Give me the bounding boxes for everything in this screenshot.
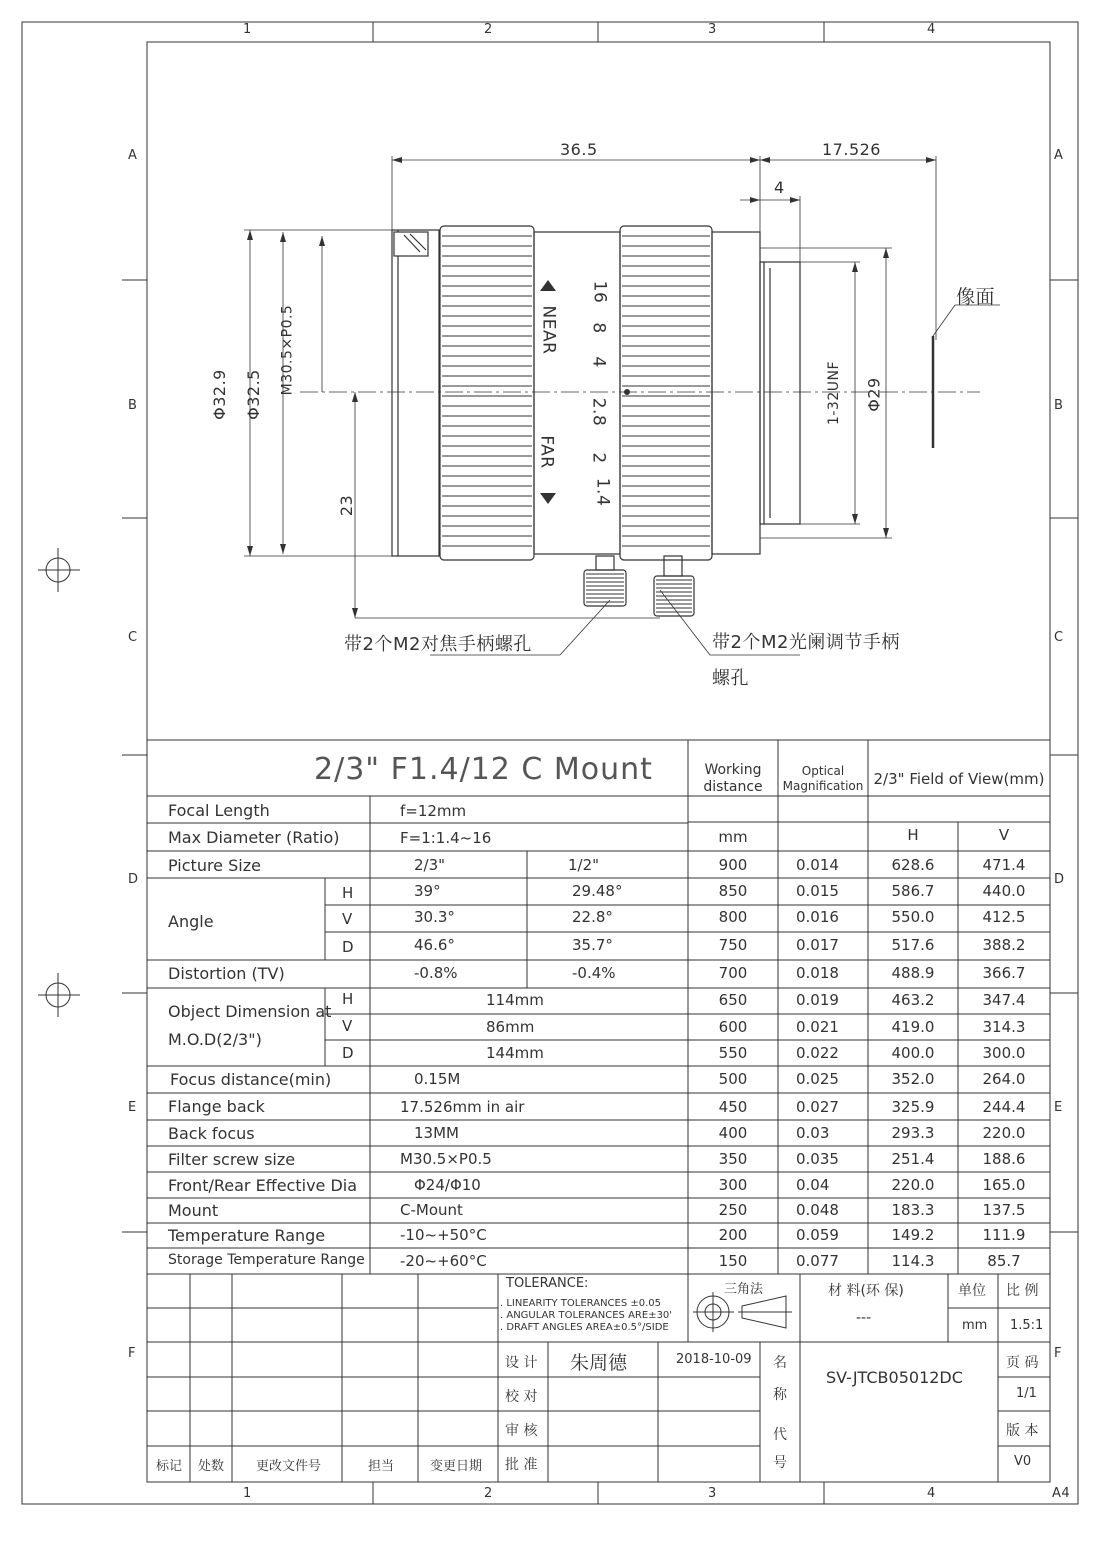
fov-v: 471.4 — [982, 856, 1026, 874]
focus-handle-note: 带2个M2对焦手柄螺孔 — [344, 634, 532, 655]
revision-header-date: 变更日期 — [430, 1459, 483, 1474]
value-filter-screw: M30.5×P0.5 — [400, 1150, 492, 1168]
column-label-top-4: 4 — [927, 22, 936, 37]
column-label-bottom-3: 3 — [708, 1486, 717, 1501]
value-distortion-1: -0.8% — [414, 964, 458, 982]
fov-working-distance: 250 — [718, 1201, 748, 1219]
fov-magnification: 0.016 — [796, 908, 839, 926]
fov-magnification: 0.022 — [796, 1044, 839, 1062]
header-v: V — [998, 826, 1010, 844]
fov-working-distance: 300 — [718, 1176, 748, 1194]
row-label-left-d: D — [128, 872, 139, 887]
tolerance-line-1: . LINEARITY TOLERANCES ±0.05 — [500, 1298, 662, 1309]
approve-label: 批 准 — [505, 1457, 538, 1473]
tolerance-title: TOLERANCE: — [506, 1276, 589, 1291]
angle-v-v2: 22.8° — [572, 908, 613, 926]
value-back-focus: 13MM — [414, 1124, 459, 1142]
fov-magnification: 0.03 — [796, 1124, 830, 1142]
row-label-right-f: F — [1054, 1346, 1062, 1361]
fov-magnification: 0.019 — [796, 991, 839, 1009]
header-working-distance: Working distance — [703, 762, 763, 795]
page-value: 1/1 — [1016, 1386, 1037, 1401]
header-optical-magnification: Optical Magnification — [782, 764, 864, 793]
fov-v: 85.7 — [987, 1252, 1021, 1270]
value-temperature: -10~+50°C — [400, 1226, 487, 1244]
scale-value: 1.5:1 — [1010, 1318, 1044, 1333]
fov-magnification: 0.015 — [796, 882, 839, 900]
revision-header-mark: 标记 — [156, 1459, 183, 1474]
unit-label: 单位 — [958, 1283, 986, 1299]
fov-h: 220.0 — [891, 1176, 935, 1194]
row-label-right-b: B — [1054, 398, 1064, 413]
column-label-top-2: 2 — [484, 22, 493, 37]
label-focus-distance: Focus distance(min) — [170, 1070, 332, 1089]
angle-h-key: H — [342, 884, 354, 902]
centering-mark-top — [38, 548, 80, 592]
row-label-left-e: E — [128, 1100, 137, 1115]
fov-v: 300.0 — [982, 1044, 1026, 1062]
fov-working-distance: 400 — [718, 1124, 748, 1142]
unit-value: mm — [962, 1318, 988, 1333]
angle-d-v1: 46.6° — [414, 936, 455, 954]
dim-mount-dia: Φ29 — [864, 377, 884, 412]
fov-working-distance: 500 — [718, 1070, 748, 1088]
far-arrow-icon — [540, 493, 556, 504]
fov-v: 137.5 — [982, 1201, 1026, 1219]
objdim-h-key: H — [342, 990, 354, 1008]
objdim-d-key: D — [342, 1044, 354, 1062]
designer-name: 朱周德 — [570, 1352, 628, 1374]
aperture-4: 4 — [588, 356, 609, 368]
angle-v-v1: 30.3° — [414, 908, 455, 926]
row-label-right-c: C — [1054, 630, 1064, 645]
row-label-left-a: A — [128, 148, 138, 163]
fov-h: 400.0 — [891, 1044, 935, 1062]
column-label-top-3: 3 — [708, 22, 717, 37]
label-mount: Mount — [168, 1201, 219, 1220]
objdim-v-key: V — [342, 1017, 353, 1035]
label-storage-temperature: Storage Temperature Range — [168, 1252, 365, 1268]
aperture-16: 16 — [589, 280, 610, 304]
fov-magnification: 0.018 — [796, 964, 839, 982]
fov-v: 366.7 — [982, 964, 1026, 982]
fov-v: 314.3 — [982, 1018, 1026, 1036]
value-flange-back: 17.526mm in air — [400, 1098, 525, 1116]
value-picture-size-2: 1/2" — [568, 856, 600, 874]
material-label: 材 料(环 保) — [828, 1283, 904, 1299]
centering-mark-bottom — [38, 973, 80, 1017]
material-value: --- — [856, 1310, 872, 1326]
version-value: V0 — [1014, 1454, 1032, 1469]
dim-thread-length: 4 — [774, 178, 785, 197]
label-flange-back: Flange back — [168, 1097, 265, 1116]
fov-h: 517.6 — [891, 936, 935, 954]
fov-v: 264.0 — [982, 1070, 1026, 1088]
design-date: 2018-10-09 — [676, 1352, 752, 1367]
aperture-2-8: 2.8 — [588, 397, 609, 427]
fov-h: 352.0 — [891, 1070, 935, 1088]
fov-magnification: 0.027 — [796, 1098, 839, 1116]
header-unit-mm: mm — [718, 828, 748, 846]
header-field-of-view: 2/3" Field of View(mm) — [873, 770, 1045, 788]
fov-h: 114.3 — [891, 1252, 935, 1270]
value-max-diameter: F=1:1.4~16 — [400, 829, 492, 847]
fov-working-distance: 800 — [718, 908, 748, 926]
part-number: SV-JTCB05012DC — [826, 1368, 963, 1387]
fov-h: 183.3 — [891, 1201, 935, 1219]
column-label-bottom-2: 2 — [484, 1486, 493, 1501]
aperture-8: 8 — [588, 322, 609, 334]
fov-working-distance: 350 — [718, 1150, 748, 1168]
review-label: 审 核 — [505, 1423, 538, 1439]
angle-h-v2: 29.48° — [572, 882, 623, 900]
fov-h: 550.0 — [891, 908, 935, 926]
fov-working-distance: 600 — [718, 1018, 748, 1036]
fov-working-distance: 550 — [718, 1044, 748, 1062]
fov-h: 149.2 — [891, 1226, 935, 1244]
label-max-diameter: Max Diameter (Ratio) — [168, 828, 340, 847]
fov-v: 347.4 — [982, 991, 1026, 1009]
check-label: 校 对 — [505, 1389, 538, 1405]
fov-v: 220.0 — [982, 1124, 1026, 1142]
fov-working-distance: 700 — [718, 964, 748, 982]
value-storage-temperature: -20~+60°C — [400, 1252, 487, 1270]
revision-header-count: 处数 — [198, 1459, 225, 1474]
design-label: 设 计 — [505, 1355, 538, 1371]
fov-v: 440.0 — [982, 882, 1026, 900]
value-distortion-2: -0.4% — [572, 964, 616, 982]
fov-working-distance: 750 — [718, 936, 748, 954]
image-plane-label: 像面 — [956, 286, 996, 308]
value-focus-distance: 0.15M — [414, 1070, 461, 1088]
row-label-left-b: B — [128, 398, 138, 413]
fov-working-distance: 150 — [718, 1252, 748, 1270]
fov-magnification: 0.025 — [796, 1070, 839, 1088]
scale-label: 比 例 — [1006, 1283, 1039, 1299]
value-mount: C-Mount — [400, 1201, 463, 1219]
fov-working-distance: 200 — [718, 1226, 748, 1244]
aperture-1-4: 1.4 — [592, 477, 613, 507]
label-object-dimension-line1: Object Dimension at — [168, 1002, 332, 1021]
fov-v: 412.5 — [982, 908, 1026, 926]
aperture-2: 2 — [588, 452, 609, 464]
fov-h: 463.2 — [891, 991, 935, 1009]
dim-filter-thread: M30.5×P0.5 — [279, 304, 296, 396]
fov-magnification: 0.077 — [796, 1252, 839, 1270]
fov-h: 325.9 — [891, 1098, 935, 1116]
spec-title: 2/3" F1.4/12 C Mount — [314, 752, 653, 787]
version-label: 版 本 — [1006, 1423, 1039, 1439]
value-focal-length: f=12mm — [400, 802, 467, 820]
fov-v: 111.9 — [982, 1226, 1026, 1244]
fov-magnification: 0.059 — [796, 1226, 839, 1244]
fov-h: 488.9 — [891, 964, 935, 982]
angle-v-key: V — [342, 910, 353, 928]
value-effective-dia: Φ24/Φ10 — [414, 1176, 481, 1194]
tolerance-line-2: . ANGULAR TOLERANCES ARE±30' — [500, 1310, 673, 1321]
fov-v: 188.6 — [982, 1150, 1026, 1168]
dim-outer-dia: Φ32.9 — [209, 369, 229, 420]
angle-d-v2: 35.7° — [572, 936, 613, 954]
label-angle: Angle — [168, 912, 214, 931]
fov-working-distance: 850 — [718, 882, 748, 900]
near-arrow-icon — [540, 280, 556, 291]
name-char-2: 称 — [773, 1387, 787, 1403]
label-filter-screw: Filter screw size — [168, 1150, 296, 1169]
iris-handle-note-line1: 带2个M2光阑调节手柄 — [712, 632, 900, 653]
label-distortion: Distortion (TV) — [168, 964, 285, 983]
label-temperature: Temperature Range — [168, 1226, 326, 1245]
row-label-right-a: A — [1054, 148, 1064, 163]
row-label-right-d: D — [1054, 872, 1065, 887]
revision-header-doc: 更改文件号 — [256, 1459, 322, 1474]
dim-overall-length: 36.5 — [560, 140, 598, 159]
row-label-left-c: C — [128, 630, 138, 645]
tolerance-line-3: . DRAFT ANGLES AREA±0.5°/SIDE — [500, 1322, 669, 1333]
dim-ring-dia: Φ32.5 — [243, 369, 263, 420]
header-h: H — [907, 826, 919, 844]
fov-working-distance: 650 — [718, 991, 748, 1009]
code-char-2: 号 — [773, 1455, 787, 1471]
fov-h: 419.0 — [891, 1018, 935, 1036]
label-object-dimension-line2: M.O.D(2/3") — [168, 1030, 262, 1049]
dim-flange: 17.526 — [822, 140, 881, 159]
objdim-h-value: 114mm — [486, 991, 544, 1009]
label-picture-size: Picture Size — [168, 856, 261, 875]
label-focal-length: Focal Length — [168, 801, 270, 820]
fov-v: 388.2 — [982, 936, 1026, 954]
fov-h: 628.6 — [891, 856, 935, 874]
revision-header-owner: 担当 — [368, 1459, 395, 1474]
fov-magnification: 0.04 — [796, 1176, 830, 1194]
label-effective-dia: Front/Rear Effective Dia — [168, 1176, 358, 1195]
objdim-v-value: 86mm — [486, 1018, 535, 1036]
angle-d-key: D — [342, 938, 354, 956]
label-back-focus: Back focus — [168, 1124, 255, 1143]
row-label-right-e: E — [1054, 1100, 1063, 1115]
fov-magnification: 0.048 — [796, 1201, 839, 1219]
column-label-top-1: 1 — [243, 22, 252, 37]
iris-handle-note-line2: 螺孔 — [712, 668, 749, 689]
fov-working-distance: 450 — [718, 1098, 748, 1116]
dim-center-height: 23 — [337, 494, 357, 517]
column-label-bottom-1: 1 — [243, 1486, 252, 1501]
fov-v: 244.4 — [982, 1098, 1026, 1116]
column-label-bottom-4: 4 — [927, 1486, 936, 1501]
value-picture-size-1: 2/3" — [414, 856, 446, 874]
angle-h-v1: 39° — [414, 882, 441, 900]
sheet-size: A4 — [1052, 1486, 1071, 1501]
projection-label: 三角法 — [724, 1282, 764, 1297]
row-label-left-f: F — [128, 1346, 136, 1361]
fov-v: 165.0 — [982, 1176, 1026, 1194]
far-label: FAR — [536, 435, 557, 469]
code-char-1: 代 — [773, 1427, 787, 1443]
near-label: NEAR — [538, 305, 559, 355]
fov-h: 293.3 — [891, 1124, 935, 1142]
fov-magnification: 0.021 — [796, 1018, 839, 1036]
image-plane-line — [933, 305, 1000, 448]
dim-mount-thread: 1-32UNF — [826, 360, 843, 426]
page-label: 页 码 — [1006, 1355, 1039, 1371]
fov-magnification: 0.035 — [796, 1150, 839, 1168]
fov-h: 586.7 — [891, 882, 935, 900]
name-char-1: 名 — [773, 1355, 787, 1371]
fov-working-distance: 900 — [718, 856, 748, 874]
fov-magnification: 0.014 — [796, 856, 839, 874]
index-dot — [624, 389, 630, 395]
fov-magnification: 0.017 — [796, 936, 839, 954]
fov-h: 251.4 — [891, 1150, 935, 1168]
objdim-d-value: 144mm — [486, 1044, 544, 1062]
